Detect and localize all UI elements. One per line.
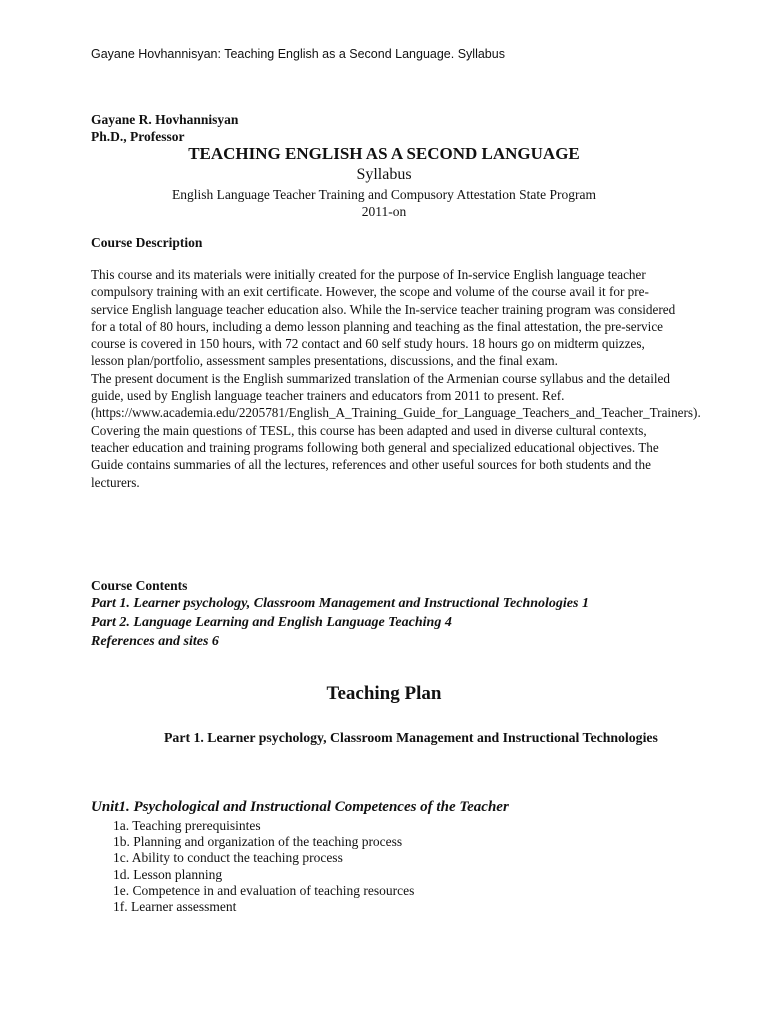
unit-item: 1c. Ability to conduct the teaching process [113,850,343,866]
program-name: English Language Teacher Training and Compusory Attestation State Program [172,187,596,202]
document-title: TEACHING ENGLISH AS A SECOND LANGUAGE [188,144,580,163]
course-contents-list [91,594,589,651]
unit-item: 1d. Lesson planning [113,866,223,882]
unit-items-list [113,818,414,915]
course-description-body [91,266,701,491]
course-contents-heading: Course Contents [91,578,188,593]
unit-item: 1f. Learner assessment [113,899,237,915]
course-description-heading: Course Description [91,235,203,250]
author-title: Ph.D., Professor [91,129,185,144]
program-info [0,186,768,220]
unit-heading: Unit1. Psychological and Instructional Competences of the Teacher [91,799,509,815]
unit-item: 1b. Planning and organization of the teaching process [113,834,403,850]
document-subtitle: Syllabus [356,166,412,183]
teaching-plan-title: Teaching Plan [326,683,442,704]
author-name: Gayane R. Hovhannisyan [91,112,239,127]
unit-item: 1e. Competence in and evaluation of teaching resources [113,882,415,898]
description-paragraph: Covering the main questions of TESL, this course has been adapted and used in diverse cultural contexts, teacher education and training programs following both general and specialized educational objectives. The Guide contains summaries of all the lectures, references and other useful sources for both students and the lecturers. [91,422,659,490]
part-heading-text: Part 1. Learner psychology, Classroom Management and Instructional Technologies [164,730,658,745]
running-header: Gayane Hovhannisyan: Teaching English as a Second Language. Syllabus [91,47,505,61]
contents-item: Part 1. Learner psychology, Classroom Management and Instructional Technologies 1 [91,596,589,611]
program-years: 2011-on [361,204,407,219]
contents-item: References and sites 6 [91,634,219,649]
description-paragraph: This course and its materials were initially created for the purpose of In-service English language teacher compulsory training with an exit certificate. However, the scope and volume of the course avail it for pre-service English language teacher education also. While the In-service teacher training program was considered for a total of 80 hours, including a demo lesson planning and teaching as the final attestation, the pre-service course is covered in 150 hours, with 72 contact and 60 self study hours. 18 hours go on midterm quizzes, lesson plan/portfolio, assessment samples presentations, discussions, and the final exam. [91,267,676,369]
unit-item: 1a. Teaching prerequisintes [113,818,261,833]
author-block [91,111,238,145]
part-heading [136,729,677,747]
description-paragraph: The present document is the English summarized translation of the Armenian course syllabus and the detailed guide, used by English language teacher trainers and educators from 2011 to present. Ref. (https://www.academia.edu/2205781/English_A_Training_Guide_for_Language_Teachers_and_Teacher_Trainers). [91,370,701,421]
contents-item: Part 2. Language Learning and English Language Teaching 4 [91,615,452,630]
